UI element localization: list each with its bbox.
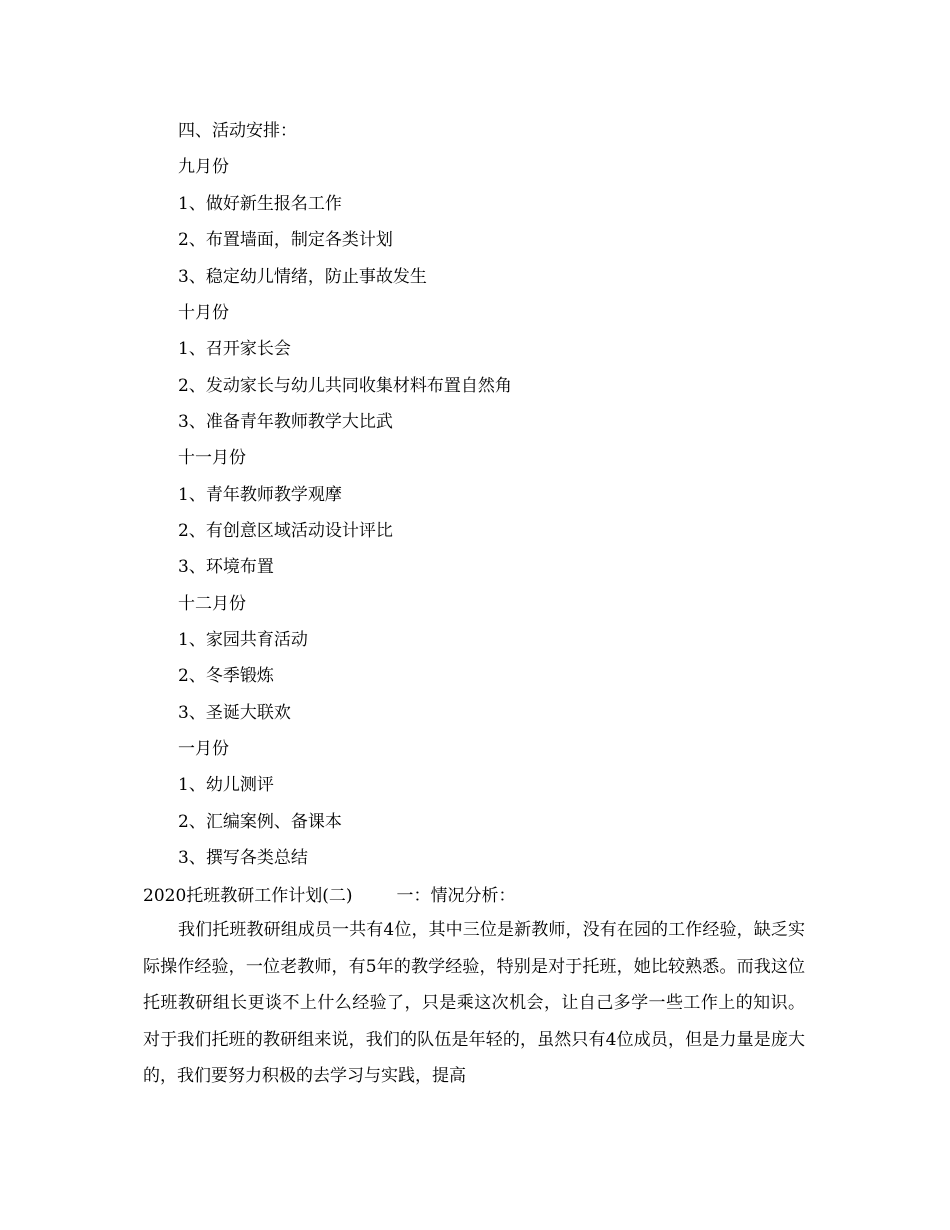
list-item: 1、青年教师教学观摩 [178,485,342,505]
list-item: 3、圣诞大联欢 [178,703,291,723]
month-heading-jan: 一月份 [178,739,229,759]
month-heading-sep: 九月份 [178,157,229,177]
list-item: 1、召开家长会 [178,339,291,359]
situation-paragraph: 我们托班教研组成员一共有4位，其中三位是新教师，没有在园的工作经验，缺乏实际操作经验，一位老教师，有5年的教学经验，特别是对于托班，她比较熟悉。而我这位托班教研组长更谈不上什么经验了，只是乘这次机会，让自己多学一些工作上的知识。对于我们托班的教研组来说，我们的队伍是年轻的，虽然只有4位成员，但是力量是庞大的，我们要努力积极的去学习与实践，提高 [143,920,805,1086]
list-item: 1、幼儿测评 [178,775,274,795]
list-item: 2、有创意区域活动设计评比 [178,521,393,541]
list-item: 3、稳定幼儿情绪，防止事故发生 [178,267,427,287]
section-title: 四、活动安排： [178,121,297,141]
plan-heading: 2020托班教研工作计划(二) [143,886,353,906]
list-item: 2、冬季锻炼 [178,666,274,686]
plan-heading-line [143,885,516,907]
list-item: 3、环境布置 [178,557,274,577]
list-item: 3、准备青年教师教学大比武 [178,412,393,432]
situation-heading: 一：情况分析： [396,886,516,906]
month-heading-oct: 十月份 [178,303,229,323]
month-heading-dec: 十二月份 [178,594,246,614]
list-item: 2、汇编案例、备课本 [178,812,342,832]
list-item: 2、布置墙面，制定各类计划 [178,230,393,250]
list-item: 2、发动家长与幼儿共同收集材料布置自然角 [178,376,512,396]
month-heading-nov: 十一月份 [178,448,246,468]
list-item: 1、家园共育活动 [178,630,308,650]
list-item: 3、撰写各类总结 [178,848,308,868]
list-item: 1、做好新生报名工作 [178,194,342,214]
